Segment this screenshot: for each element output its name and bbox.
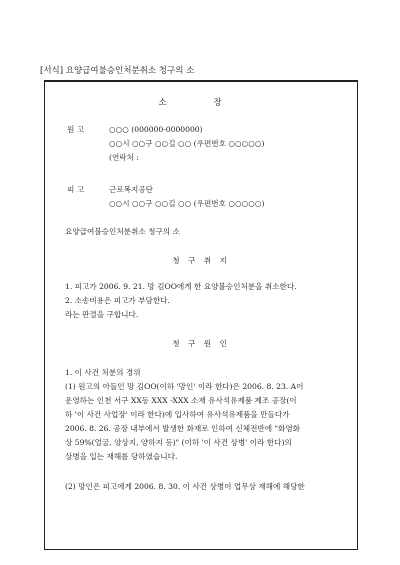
claim-line: 라는 판결을 구합니다. (65, 310, 139, 319)
section-title: 1. 이 사건 처분의 경위 (65, 368, 141, 377)
case-name: 요양급여불승인처분취소 청구의 소 (65, 227, 180, 236)
claim-line: 2. 소송비용은 피고가 부담한다. (65, 296, 170, 305)
paragraph-line: 운영하는 인천 서구 XX동 XXX -XXX 소재 유사석유제품 제조 공장(이 (65, 396, 297, 405)
paragraph-line: 상 59%(얼굴, 양상지, 양하지 등)" (이하 '이 사건 상병' 이라 한다)의 (65, 438, 292, 447)
plaintiff-name: ○○○ (000000-0000000) (109, 125, 203, 134)
cause-heading: 청 구 원 인 (172, 339, 230, 348)
claim-line: 1. 피고가 2006. 9. 21. 망 김OO에게 한 요양불승인처분을 취소한다. (65, 282, 297, 291)
plaintiff-contact: (연락처 : (109, 153, 139, 162)
plaintiff-label: 원 고 (67, 125, 85, 134)
paragraph-line: 하 '이 사건 사업장' 이라 한다)에 입사하여 유사석유제품을 만들다가 (65, 410, 290, 419)
paragraph-line: 상병을 입는 재해를 당하였습니다. (65, 452, 178, 461)
defendant-address: ○○시 ○○구 ○○길 ○○ (우편번호 ○○○○○) (109, 199, 265, 208)
plaintiff-address: ○○시 ○○구 ○○길 ○○ (우편번호 ○○○○○) (109, 139, 265, 148)
defendant-name: 근로복지공단 (109, 185, 154, 194)
defendant-label: 피 고 (67, 185, 85, 194)
document-heading: 소 장 (158, 98, 244, 108)
paragraph-line: (1) 원고의 아들인 망 김OO(이하 '망인' 이라 한다)은 2006. 8. 23. A이 (65, 382, 304, 391)
form-title: [서식] 요양급여불승인처분취소 청구의 소 (40, 66, 195, 76)
paragraph-line: 2006. 8. 26. 공장 내부에서 발생한 화재로 인하여 신체전반에 "화염화 (65, 424, 300, 433)
claim-heading: 청 구 취 지 (172, 256, 230, 265)
document-frame (44, 80, 358, 550)
paragraph-line: (2) 망인은 피고에게 2006. 8. 30. 이 사건 상병이 업무상 재해에 해당한 (65, 482, 305, 491)
